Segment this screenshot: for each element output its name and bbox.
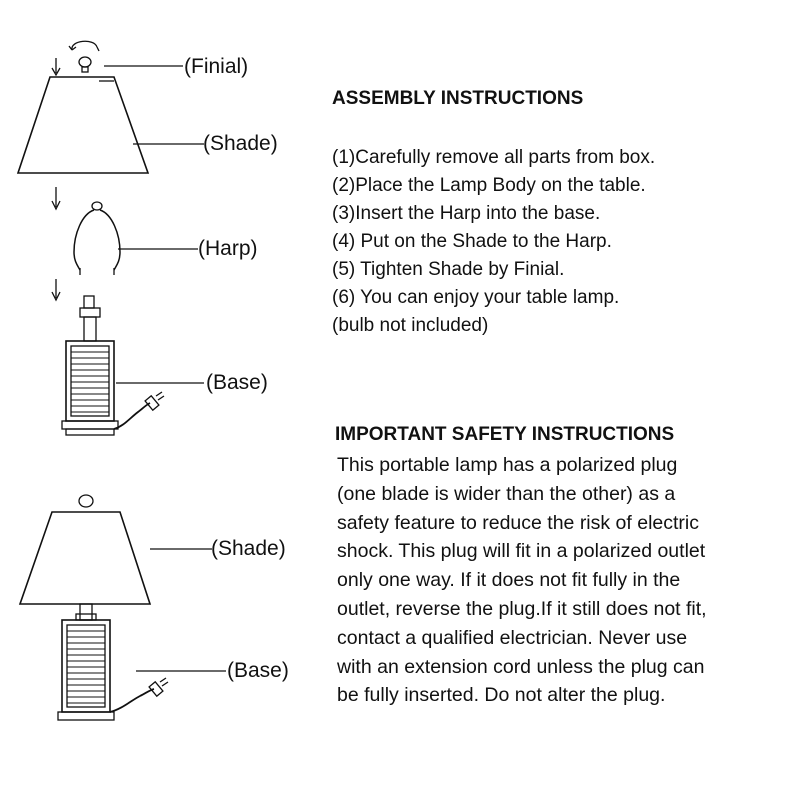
down-arrow-icon <box>52 58 60 75</box>
assembly-step: (4) Put on the Shade to the Harp. <box>332 231 612 252</box>
finial-illustration <box>69 41 99 72</box>
safety-line: safety feature to reduce the risk of electric <box>337 511 700 534</box>
assembly-step: (2)Place the Lamp Body on the table. <box>332 175 646 196</box>
assembly-step: (1)Carefully remove all parts from box. <box>332 147 656 168</box>
assembled-lamp-illustration <box>20 495 168 720</box>
base-illustration <box>62 296 164 435</box>
assembly-step: (6) You can enjoy your table lamp. <box>332 287 620 308</box>
down-arrow-icon <box>52 187 60 209</box>
leader-lines <box>104 66 226 671</box>
safety-line: shock. This plug will fit in a polarized outlet <box>337 540 706 563</box>
label-shade: (Shade) <box>203 132 278 155</box>
safety-line: with an extension cord unless the plug can <box>337 655 705 678</box>
assembly-title: ASSEMBLY INSTRUCTIONS <box>332 88 584 109</box>
safety-line: only one way. If it does not fit fully in the <box>337 569 681 592</box>
label-base: (Base) <box>206 371 268 394</box>
safety-line: be fully inserted. Do not alter the plug. <box>337 684 666 707</box>
safety-line: outlet, reverse the plug.If it still does not fit, <box>337 597 707 620</box>
label-shade-assembled: (Shade) <box>211 537 286 560</box>
assembly-step: (3)Insert the Harp into the base. <box>332 203 601 224</box>
assembly-note: (bulb not included) <box>332 315 489 336</box>
down-arrow-icon <box>52 279 60 300</box>
harp-illustration <box>74 202 120 275</box>
safety-title: IMPORTANT SAFETY INSTRUCTIONS <box>335 424 675 445</box>
safety-line: (one blade is wider than the other) as a <box>337 482 676 505</box>
label-harp: (Harp) <box>198 237 258 260</box>
shade-illustration <box>18 77 148 173</box>
safety-line: contact a qualified electrician. Never use <box>337 626 688 649</box>
label-finial: (Finial) <box>184 55 249 78</box>
safety-line: This portable lamp has a polarized plug <box>337 454 678 476</box>
assembly-steps-list <box>332 144 655 340</box>
assembly-step: (5) Tighten Shade by Finial. <box>332 259 565 280</box>
label-base-assembled: (Base) <box>227 659 289 682</box>
safety-text <box>337 451 797 710</box>
